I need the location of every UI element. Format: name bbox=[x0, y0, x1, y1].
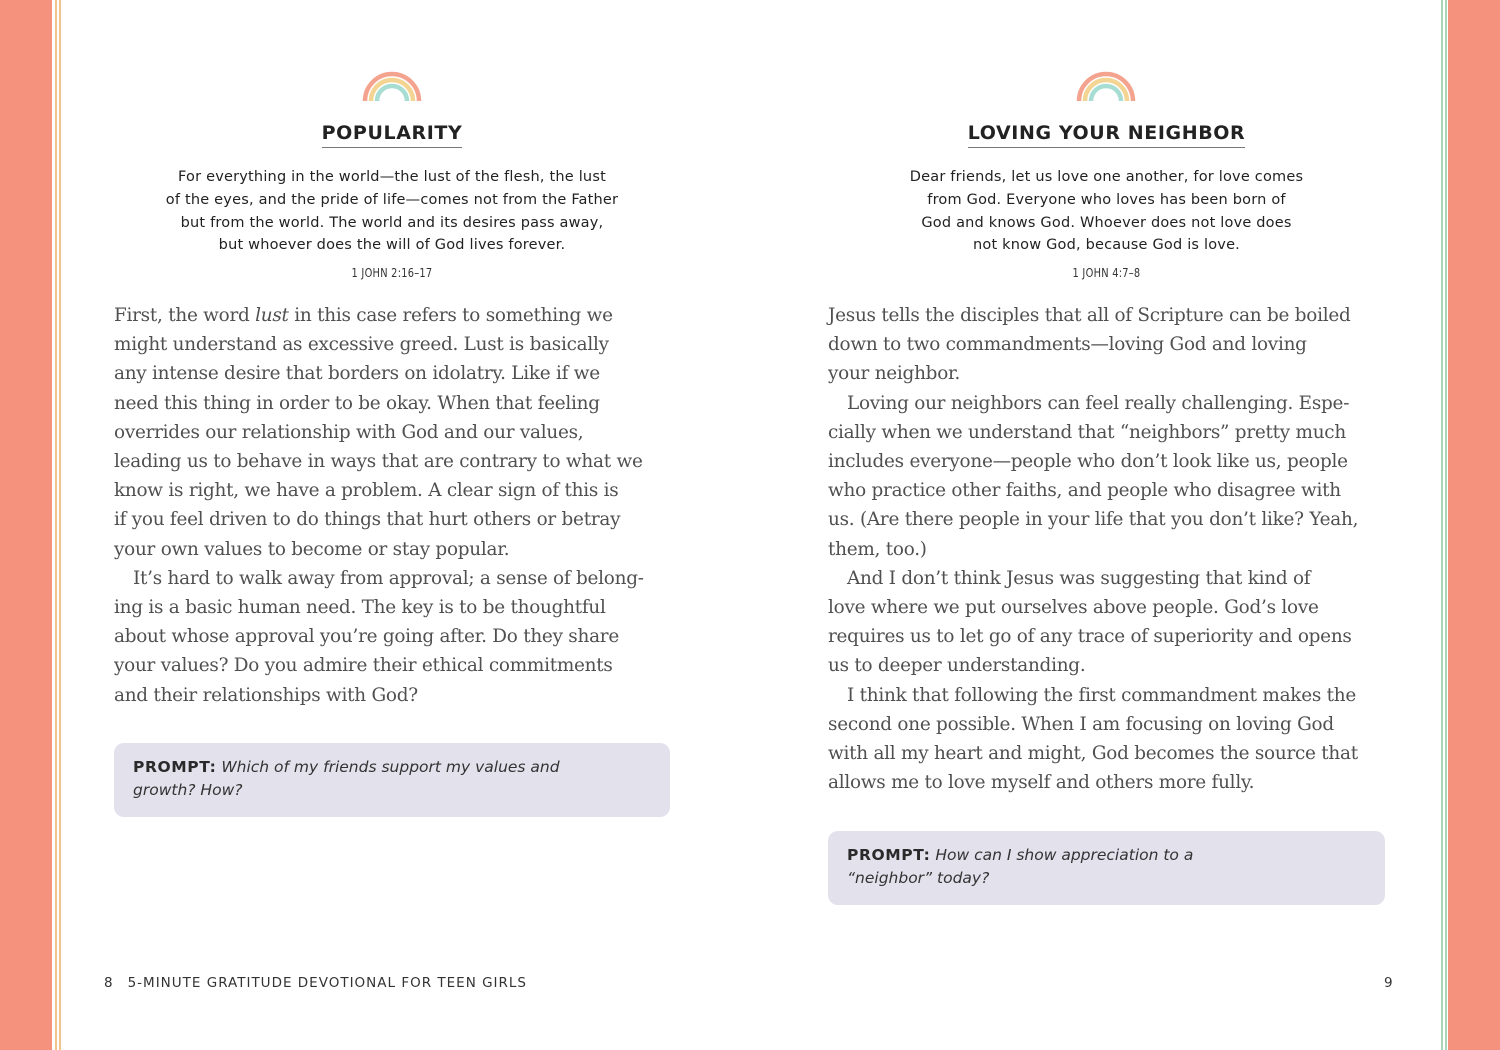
scripture-verse bbox=[828, 166, 1385, 257]
body-line: your own values to become or stay popular. bbox=[114, 538, 510, 560]
body-line: It’s hard to walk away from approval; a sense of belong- bbox=[133, 567, 644, 589]
verse-reference: 1 JOHN 2:16–17 bbox=[351, 266, 433, 280]
prompt-question: Which of my friends support my values and bbox=[221, 758, 560, 776]
prompt-label: PROMPT: bbox=[133, 758, 217, 776]
body-line: us to deeper understanding. bbox=[828, 655, 1086, 677]
body-line: I think that following the first commandment makes the bbox=[847, 684, 1356, 706]
body-line: Loving our neighbors can feel really challenging. Espe- bbox=[847, 392, 1350, 414]
right-border-band bbox=[1448, 0, 1500, 1050]
body-line: them, too.) bbox=[828, 538, 927, 560]
body-line: includes everyone—people who don’t look like us, people bbox=[828, 451, 1348, 473]
verse-line: God and knows God. Whoever does not love does bbox=[921, 214, 1292, 231]
body-line: cially when we understand that “neighbors” pretty much bbox=[828, 421, 1346, 443]
page-number: 9 bbox=[1384, 975, 1394, 991]
verse-line: but from the world. The world and its desires pass away, bbox=[180, 214, 604, 231]
scripture-verse bbox=[114, 166, 670, 257]
page-title: POPULARITY bbox=[114, 122, 670, 148]
body-line: might understand as excessive greed. Lust is basically bbox=[114, 334, 609, 356]
prompt-box bbox=[114, 743, 670, 817]
verse-line: Dear friends, let us love one another, for love comes bbox=[909, 169, 1304, 185]
left-page bbox=[114, 0, 670, 1050]
right-page bbox=[828, 0, 1385, 1050]
body-line: need this thing in order to be okay. When that feeling bbox=[114, 392, 600, 414]
body-line: any intense desire that borders on idolatry. Like if we bbox=[114, 363, 600, 385]
body-line: your values? Do you admire their ethical commitments bbox=[114, 655, 613, 677]
body-text bbox=[114, 301, 670, 710]
prompt-question: growth? How? bbox=[133, 781, 243, 799]
right-border-line bbox=[1441, 0, 1443, 1050]
verse-reference: 1 JOHN 4:7–8 bbox=[1072, 266, 1141, 280]
verse-line: For everything in the world—the lust of the flesh, the lust bbox=[178, 169, 606, 185]
body-line: know is right, we have a problem. A clear sign of this is bbox=[114, 480, 619, 502]
body-line: First, the word lust in this case refers to something we bbox=[114, 305, 613, 326]
right-footer bbox=[1384, 975, 1394, 991]
page-title: LOVING YOUR NEIGHBOR bbox=[828, 122, 1385, 148]
body-line: Jesus tells the disciples that all of Scripture can be boiled bbox=[828, 305, 1351, 326]
verse-line: of the eyes, and the pride of life—comes not from the Father bbox=[165, 191, 619, 208]
body-line: overrides our relationship with God and our values, bbox=[114, 421, 584, 443]
body-line: second one possible. When I am focusing on loving God bbox=[828, 713, 1334, 735]
verse-line: not know God, because God is love. bbox=[973, 237, 1240, 254]
body-line: us. (Are there people in your life that you don’t like? Yeah, bbox=[828, 509, 1359, 531]
body-line: who practice other faiths, and people who disagree with bbox=[828, 480, 1341, 502]
left-border-line bbox=[55, 0, 57, 1050]
prompt-label: PROMPT: bbox=[847, 846, 931, 864]
body-line: ing is a basic human need. The key is to be thoughtful bbox=[114, 597, 606, 619]
body-line: allows me to love myself and others more fully. bbox=[828, 772, 1255, 794]
body-line: with all my heart and might, God becomes the source that bbox=[828, 743, 1358, 765]
body-line: requires us to let go of any trace of superiority and opens bbox=[828, 626, 1352, 648]
body-text bbox=[828, 301, 1385, 797]
left-border-band bbox=[0, 0, 52, 1050]
prompt-question: “neighbor” today? bbox=[847, 869, 990, 887]
body-line: love where we put ourselves above people. God’s love bbox=[828, 597, 1319, 619]
body-line: about whose approval you’re going after. Do they share bbox=[114, 626, 619, 648]
right-border-line bbox=[1445, 0, 1447, 1050]
verse-line: but whoever does the will of God lives forever. bbox=[218, 237, 566, 254]
page-number: 8 bbox=[104, 975, 114, 991]
left-border-line bbox=[59, 0, 61, 1050]
body-line: if you feel driven to do things that hurt others or betray bbox=[114, 509, 621, 531]
left-footer bbox=[104, 975, 527, 991]
rainbow-icon bbox=[1076, 70, 1136, 102]
body-line: and their relationships with God? bbox=[114, 684, 418, 706]
prompt-box bbox=[828, 831, 1385, 905]
body-line: your neighbor. bbox=[828, 363, 961, 385]
running-title: 5-MINUTE GRATITUDE DEVOTIONAL FOR TEEN GIRLS bbox=[127, 975, 528, 991]
prompt-question: How can I show appreciation to a bbox=[935, 846, 1194, 864]
verse-line: from God. Everyone who loves has been born of bbox=[927, 191, 1286, 208]
rainbow-icon bbox=[362, 70, 422, 102]
body-line: And I don’t think Jesus was suggesting that kind of bbox=[847, 567, 1311, 589]
body-line: leading us to behave in ways that are contrary to what we bbox=[114, 451, 643, 473]
body-line: down to two commandments—loving God and loving bbox=[828, 334, 1307, 356]
